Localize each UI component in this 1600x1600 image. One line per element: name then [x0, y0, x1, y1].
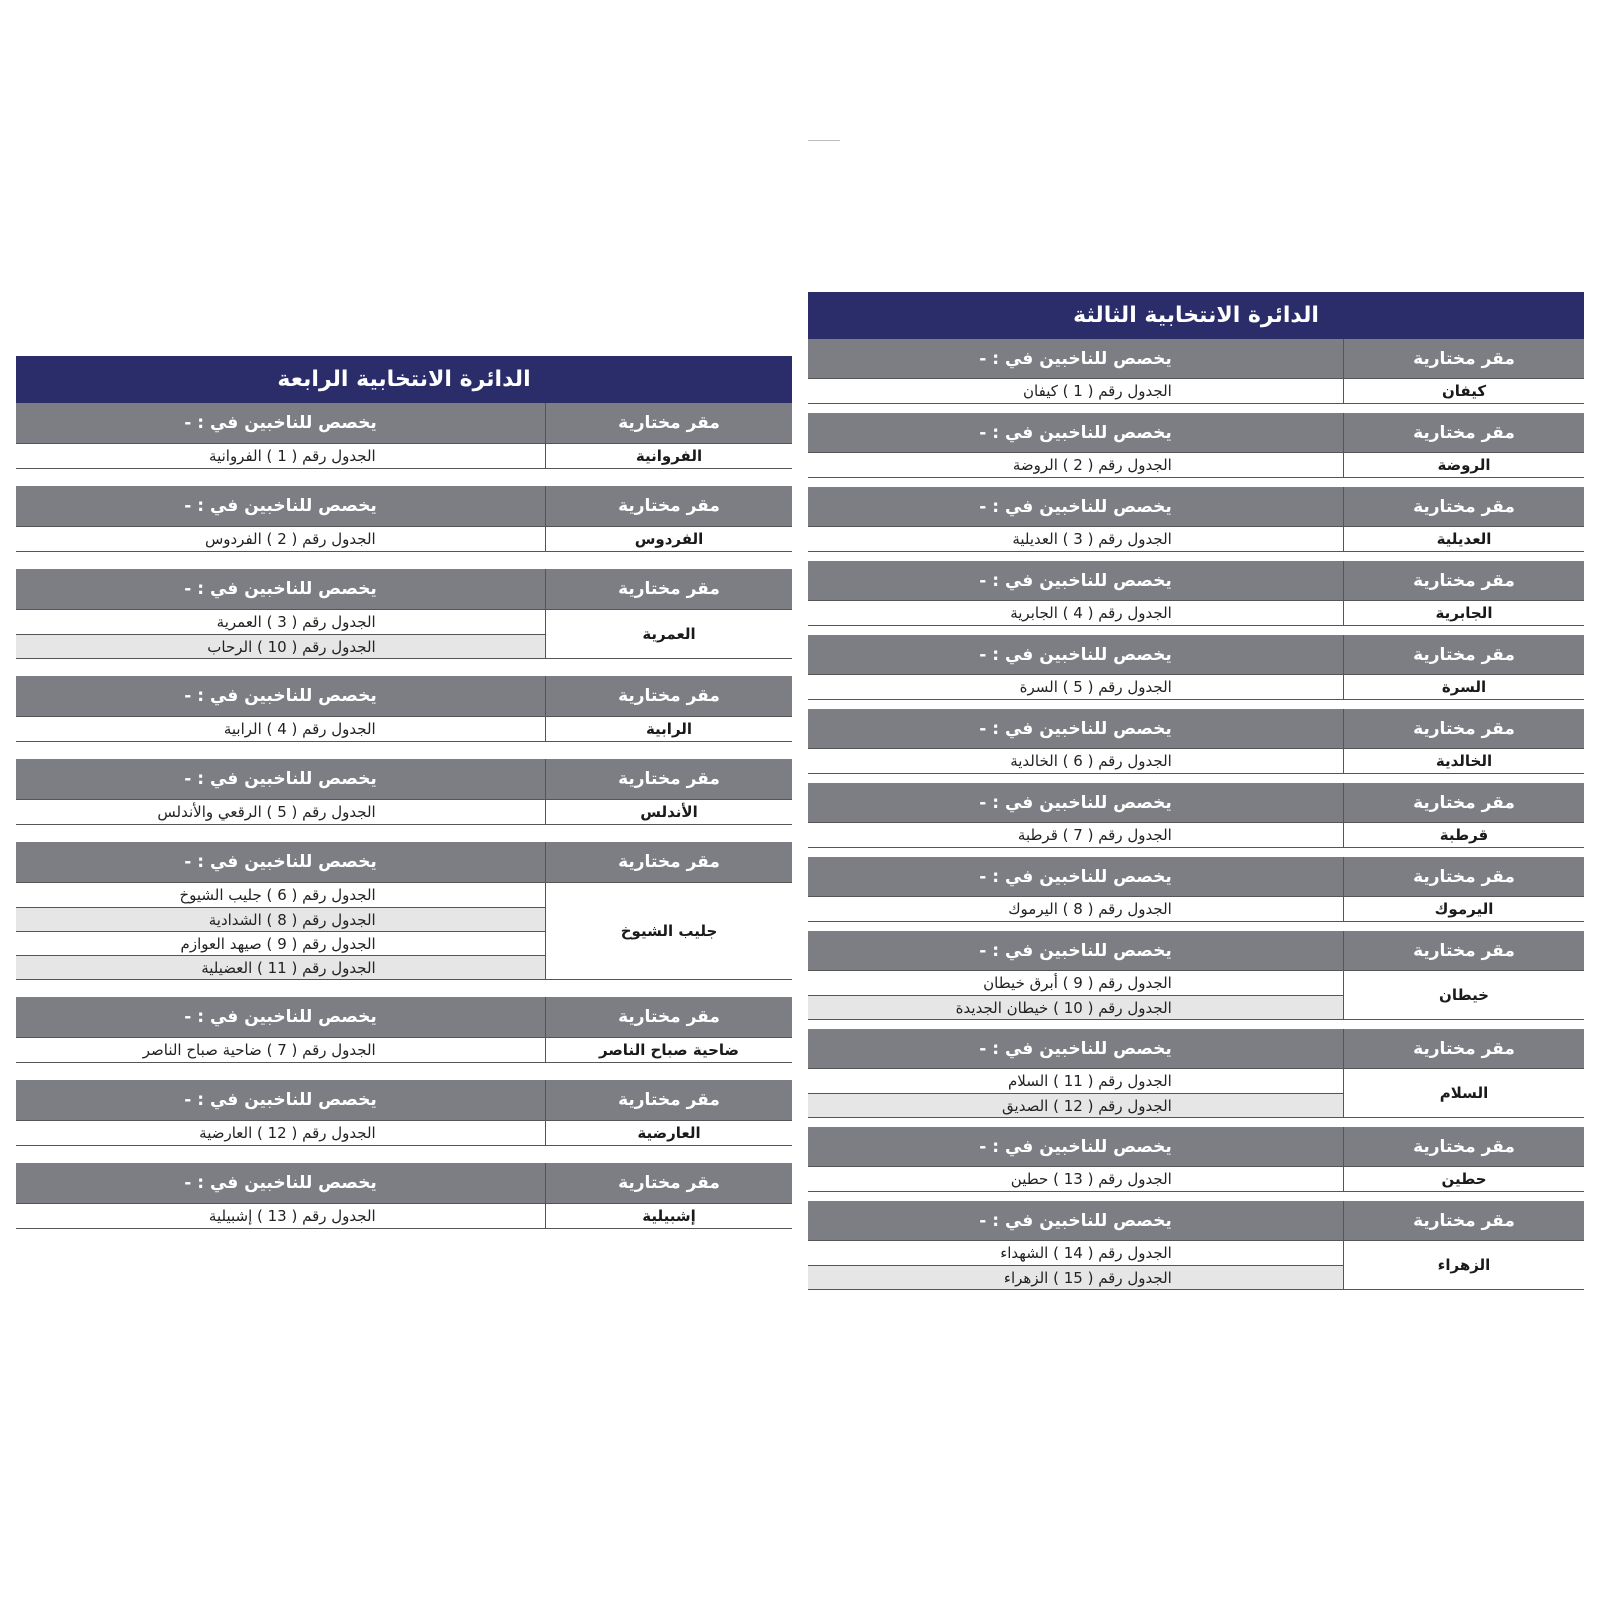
col-label-header: مقر مختارية	[1343, 413, 1584, 452]
col-label-header: مقر مختارية	[1343, 709, 1584, 748]
table-row: الجدول رقم ( 11 ) العضيلية	[16, 955, 545, 979]
table-list	[808, 897, 1343, 921]
table-list	[16, 883, 545, 979]
table-list	[808, 1069, 1343, 1117]
col-assign-header: يخصص للناخبين في : -	[184, 769, 377, 789]
mukhtar-name: الأندلس	[545, 800, 792, 824]
col-label-header: مقر مختارية	[545, 997, 792, 1037]
entry-header	[808, 1127, 1584, 1167]
mukhtar-name: السرة	[1343, 675, 1584, 699]
entry-block	[808, 635, 1584, 700]
entry-body	[808, 379, 1584, 403]
table-list	[808, 601, 1343, 625]
mukhtar-name: جليب الشيوخ	[545, 883, 792, 979]
table-list	[808, 1241, 1343, 1289]
table-list	[808, 527, 1343, 551]
entry-block	[808, 413, 1584, 478]
entry-block	[16, 842, 792, 980]
district3-blocks	[808, 339, 1584, 1290]
mukhtar-name: قرطبة	[1343, 823, 1584, 847]
col-assign-header: يخصص للناخبين في : -	[979, 718, 1172, 739]
col-assign-header: يخصص للناخبين في : -	[979, 866, 1172, 887]
col-label-header: مقر مختارية	[1343, 857, 1584, 896]
table-row: الجدول رقم ( 7 ) ضاحية صباح الناصر	[142, 1041, 376, 1059]
col-label-header: مقر مختارية	[1343, 339, 1584, 378]
col-assign-header: يخصص للناخبين في : -	[184, 686, 377, 706]
col-label-header: مقر مختارية	[1343, 1127, 1584, 1166]
entry-block	[808, 1029, 1584, 1118]
table-list	[808, 379, 1343, 403]
col-label-header: مقر مختارية	[1343, 783, 1584, 822]
entry-body	[808, 823, 1584, 847]
mukhtar-name: الخالدية	[1343, 749, 1584, 773]
table-row: الجدول رقم ( 4 ) الجابرية	[1010, 604, 1172, 622]
col-assign-header: يخصص للناخبين في : -	[979, 1136, 1172, 1157]
table-row: الجدول رقم ( 3 ) العديلية	[1012, 530, 1172, 548]
col-assign-header: يخصص للناخبين في : -	[184, 413, 377, 433]
col-label-header: مقر مختارية	[1343, 931, 1584, 970]
table-row: الجدول رقم ( 5 ) الرقعي والأندلس	[157, 803, 376, 821]
entry-header	[808, 339, 1584, 379]
table-row: الجدول رقم ( 6 ) الخالدية	[1010, 752, 1172, 770]
entry-body	[16, 717, 792, 741]
table-row: الجدول رقم ( 5 ) السرة	[1019, 678, 1172, 696]
col-label-header: مقر مختارية	[545, 842, 792, 882]
district4-blocks	[16, 403, 792, 1229]
mukhtar-name: الجابرية	[1343, 601, 1584, 625]
entry-body	[808, 453, 1584, 477]
entry-block	[808, 783, 1584, 848]
table-row: الجدول رقم ( 2 ) الفردوس	[204, 530, 376, 548]
table-list	[808, 1167, 1343, 1191]
entry-header	[808, 931, 1584, 971]
entry-body	[16, 1121, 792, 1145]
table-row: الجدول رقم ( 11 ) السلام	[1007, 1072, 1172, 1090]
col-assign-header: يخصص للناخبين في : -	[979, 644, 1172, 665]
mukhtar-name: الرابية	[545, 717, 792, 741]
entry-block	[16, 569, 792, 659]
col-label-header: مقر مختارية	[1343, 1201, 1584, 1240]
table-row: الجدول رقم ( 9 ) صيهد العوازم	[16, 931, 545, 955]
entry-block	[16, 403, 792, 469]
mukhtar-name: العديلية	[1343, 527, 1584, 551]
entry-body	[808, 971, 1584, 1019]
district3-panel	[808, 292, 1584, 1290]
entry-block	[16, 759, 792, 825]
mukhtar-name: حطين	[1343, 1167, 1584, 1191]
entry-header	[808, 1029, 1584, 1069]
table-list	[16, 717, 545, 741]
table-list	[808, 675, 1343, 699]
entry-body	[808, 1069, 1584, 1117]
mukhtar-name: ضاحية صباح الناصر	[545, 1038, 792, 1062]
table-list	[808, 453, 1343, 477]
entry-header	[16, 759, 792, 800]
col-label-header: مقر مختارية	[1343, 1029, 1584, 1068]
table-row: الجدول رقم ( 9 ) أبرق خيطان	[983, 974, 1172, 992]
entry-body	[808, 527, 1584, 551]
entry-header	[808, 561, 1584, 601]
col-label-header: مقر مختارية	[545, 403, 792, 443]
entry-block	[808, 561, 1584, 626]
entry-body	[16, 1038, 792, 1062]
table-row: الجدول رقم ( 12 ) العارضية	[199, 1124, 376, 1142]
table-list	[16, 1204, 545, 1228]
entry-body	[808, 1241, 1584, 1289]
entry-header	[16, 1163, 792, 1204]
entry-header	[808, 857, 1584, 897]
entry-body	[808, 897, 1584, 921]
entry-header	[16, 997, 792, 1038]
mukhtar-name: الروضة	[1343, 453, 1584, 477]
col-assign-header: يخصص للناخبين في : -	[184, 852, 377, 872]
mukhtar-name: إشبيلية	[545, 1204, 792, 1228]
mukhtar-name: خيطان	[1343, 971, 1584, 1019]
table-row: الجدول رقم ( 13 ) إشبيلية	[208, 1207, 376, 1225]
col-assign-header: يخصص للناخبين في : -	[979, 422, 1172, 443]
col-assign-header: يخصص للناخبين في : -	[979, 1038, 1172, 1059]
table-row: الجدول رقم ( 8 ) الشدادية	[16, 907, 545, 931]
entry-body	[808, 675, 1584, 699]
table-row: الجدول رقم ( 12 ) الصديق	[808, 1093, 1343, 1117]
mukhtar-name: السلام	[1343, 1069, 1584, 1117]
mukhtar-name: العارضية	[545, 1121, 792, 1145]
table-row: الجدول رقم ( 7 ) قرطبة	[1017, 826, 1172, 844]
col-label-header: مقر مختارية	[545, 759, 792, 799]
entry-block	[808, 339, 1584, 404]
table-row: الجدول رقم ( 4 ) الرابية	[223, 720, 376, 738]
entry-header	[16, 676, 792, 717]
col-label-header: مقر مختارية	[1343, 561, 1584, 600]
entry-header	[808, 709, 1584, 749]
col-assign-header: يخصص للناخبين في : -	[979, 570, 1172, 591]
col-assign-header: يخصص للناخبين في : -	[979, 792, 1172, 813]
col-label-header: مقر مختارية	[545, 569, 792, 609]
table-list	[16, 800, 545, 824]
entry-block	[808, 709, 1584, 774]
entry-block	[16, 676, 792, 742]
col-assign-header: يخصص للناخبين في : -	[184, 1007, 377, 1027]
entry-block	[16, 1163, 792, 1229]
mukhtar-name: اليرموك	[1343, 897, 1584, 921]
table-list	[808, 971, 1343, 1019]
table-list	[808, 749, 1343, 773]
table-row: الجدول رقم ( 3 ) العمرية	[216, 613, 376, 631]
entry-body	[16, 883, 792, 979]
table-list	[16, 527, 545, 551]
entry-header	[16, 569, 792, 610]
col-assign-header: يخصص للناخبين في : -	[979, 348, 1172, 369]
col-assign-header: يخصص للناخبين في : -	[184, 1173, 377, 1193]
entry-body	[16, 610, 792, 658]
col-label-header: مقر مختارية	[1343, 487, 1584, 526]
entry-block	[808, 1201, 1584, 1290]
entry-body	[16, 800, 792, 824]
table-row: الجدول رقم ( 14 ) الشهداء	[1000, 1244, 1172, 1262]
table-list	[16, 1121, 545, 1145]
col-label-header: مقر مختارية	[545, 486, 792, 526]
mukhtar-name: الفردوس	[545, 527, 792, 551]
entry-header	[16, 1080, 792, 1121]
district4-title: الدائرة الانتخابية الرابعة	[16, 356, 792, 403]
table-list	[808, 823, 1343, 847]
col-label-header: مقر مختارية	[545, 676, 792, 716]
table-row: الجدول رقم ( 15 ) الزهراء	[808, 1265, 1343, 1289]
col-assign-header: يخصص للناخبين في : -	[184, 1090, 377, 1110]
col-assign-header: يخصص للناخبين في : -	[184, 496, 377, 516]
mukhtar-name: الفروانية	[545, 444, 792, 468]
col-label-header: مقر مختارية	[1343, 635, 1584, 674]
entry-body	[808, 601, 1584, 625]
entry-block	[808, 857, 1584, 922]
district3-title: الدائرة الانتخابية الثالثة	[808, 292, 1584, 339]
col-assign-header: يخصص للناخبين في : -	[184, 579, 377, 599]
table-row: الجدول رقم ( 1 ) كيفان	[1023, 382, 1172, 400]
top-divider	[808, 140, 840, 141]
mukhtar-name: العمرية	[545, 610, 792, 658]
entry-block	[808, 487, 1584, 552]
col-assign-header: يخصص للناخبين في : -	[979, 940, 1172, 961]
entry-block	[16, 997, 792, 1063]
col-label-header: مقر مختارية	[545, 1080, 792, 1120]
entry-block	[16, 486, 792, 552]
entry-header	[16, 486, 792, 527]
entry-header	[16, 842, 792, 883]
entry-header	[808, 783, 1584, 823]
col-label-header: مقر مختارية	[545, 1163, 792, 1203]
entry-header	[808, 413, 1584, 453]
entry-header	[808, 635, 1584, 675]
entry-header	[808, 487, 1584, 527]
table-row: الجدول رقم ( 6 ) جليب الشيوخ	[179, 886, 376, 904]
table-row: الجدول رقم ( 1 ) الفروانية	[209, 447, 376, 465]
table-list	[16, 610, 545, 658]
mukhtar-name: كيفان	[1343, 379, 1584, 403]
entry-block	[16, 1080, 792, 1146]
entry-header	[808, 1201, 1584, 1241]
table-row: الجدول رقم ( 10 ) خيطان الجديدة	[808, 995, 1343, 1019]
table-row: الجدول رقم ( 8 ) اليرموك	[1008, 900, 1172, 918]
entry-body	[16, 527, 792, 551]
table-row: الجدول رقم ( 10 ) الرحاب	[16, 634, 545, 658]
district4-panel	[16, 356, 792, 1229]
table-row: الجدول رقم ( 2 ) الروضة	[1012, 456, 1172, 474]
col-assign-header: يخصص للناخبين في : -	[979, 496, 1172, 517]
entry-body	[808, 749, 1584, 773]
col-assign-header: يخصص للناخبين في : -	[979, 1210, 1172, 1231]
entry-header	[16, 403, 792, 444]
entry-block	[808, 931, 1584, 1020]
table-list	[16, 444, 545, 468]
table-row: الجدول رقم ( 13 ) حطين	[1010, 1170, 1172, 1188]
entry-body	[16, 444, 792, 468]
table-list	[16, 1038, 545, 1062]
entry-block	[808, 1127, 1584, 1192]
entry-body	[808, 1167, 1584, 1191]
mukhtar-name: الزهراء	[1343, 1241, 1584, 1289]
entry-body	[16, 1204, 792, 1228]
